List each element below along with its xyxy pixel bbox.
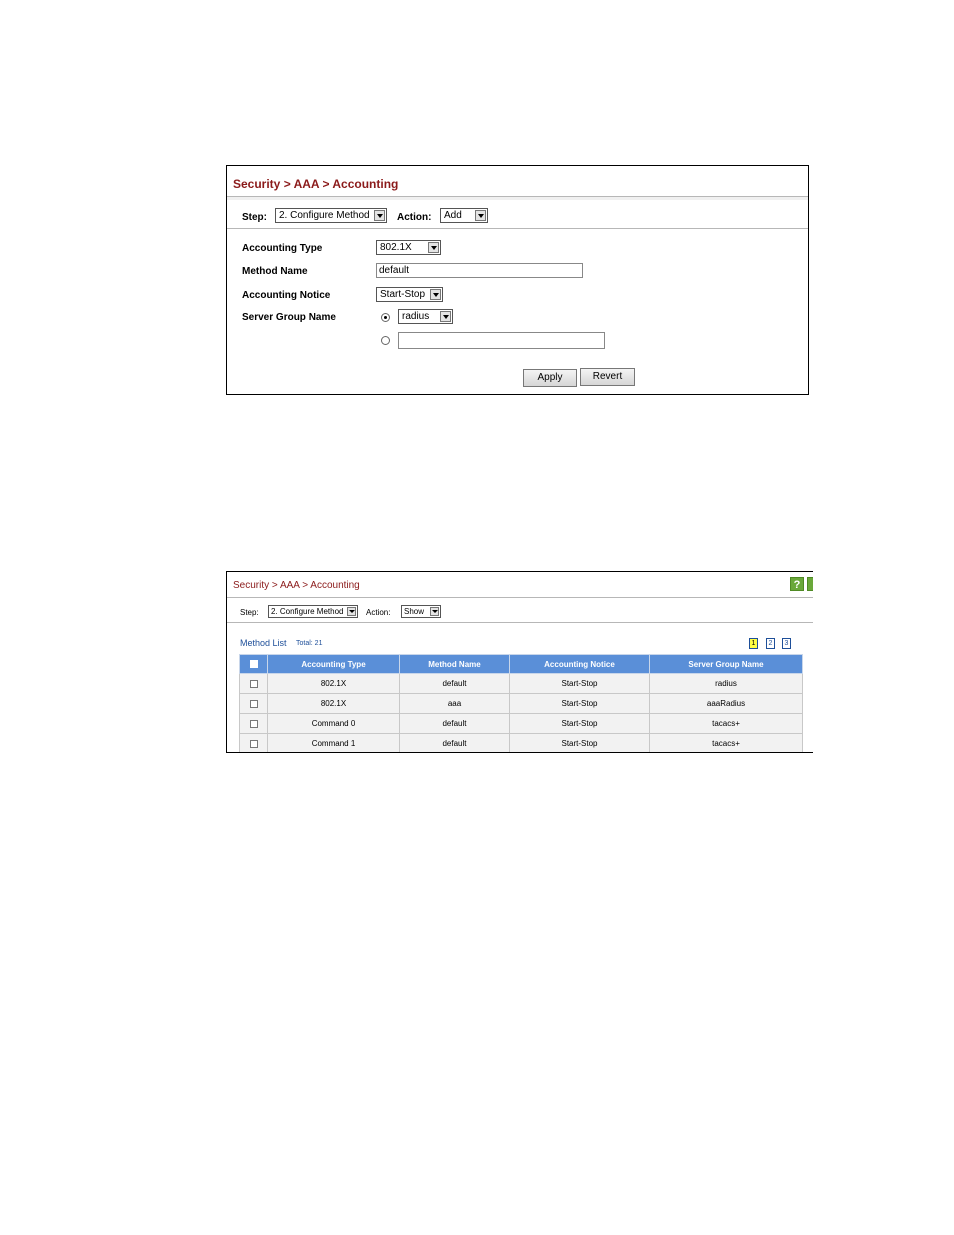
accounting-notice-cell: Start-Stop — [510, 674, 650, 694]
page-link-3[interactable]: 3 — [782, 638, 791, 649]
method-name-cell: default — [400, 734, 510, 754]
accounting-notice-value: Start-Stop — [380, 289, 426, 300]
row-checkbox[interactable] — [250, 720, 258, 728]
server-group-cell: tacacs+ — [650, 734, 803, 754]
accounting-notice-select[interactable] — [376, 287, 443, 302]
method-list-table — [239, 654, 803, 753]
apply-button[interactable]: Apply — [523, 369, 577, 387]
server-group-select[interactable] — [398, 309, 453, 324]
page-link-1[interactable]: 1 — [749, 638, 758, 649]
step-label: Step: — [240, 608, 259, 617]
accounting-type-value: 802.1X — [380, 242, 412, 253]
chevron-down-icon — [347, 607, 356, 616]
select-all-cell — [240, 655, 268, 674]
column-header[interactable]: Accounting Notice — [510, 655, 650, 674]
method-name-input[interactable]: default — [376, 263, 583, 278]
server-group-preset-radio[interactable] — [381, 313, 390, 322]
method-name-cell: default — [400, 674, 510, 694]
accounting-notice-label: Accounting Notice — [242, 290, 331, 301]
method-list-title: Method List — [240, 638, 287, 648]
action-select[interactable] — [440, 208, 488, 223]
step-select[interactable] — [268, 605, 358, 618]
action-select[interactable] — [401, 605, 441, 618]
table-row — [240, 714, 803, 734]
method-name-cell: default — [400, 714, 510, 734]
accounting-type-select[interactable] — [376, 240, 441, 255]
accounting-type-cell: 802.1X — [268, 674, 400, 694]
action-select-value: Add — [444, 210, 462, 221]
server-group-custom-input[interactable] — [398, 332, 605, 349]
divider — [227, 228, 808, 229]
step-select-value: 2. Configure Method — [271, 607, 344, 616]
server-group-cell: aaaRadius — [650, 694, 803, 714]
server-group-label: Server Group Name — [242, 312, 336, 323]
step-label: Step: — [242, 212, 267, 223]
table-row — [240, 674, 803, 694]
chevron-down-icon — [430, 289, 441, 300]
row-select-cell — [240, 734, 268, 754]
action-select-value: Show — [404, 607, 425, 616]
row-select-cell — [240, 694, 268, 714]
server-group-value: radius — [402, 311, 430, 322]
help-icon[interactable]: ? — [790, 577, 804, 591]
chevron-down-icon — [430, 607, 439, 616]
accounting-type-cell: 802.1X — [268, 694, 400, 714]
row-select-cell — [240, 674, 268, 694]
method-list-total: Total: 21 — [296, 640, 323, 647]
page-link-2[interactable]: 2 — [766, 638, 775, 649]
revert-button[interactable]: Revert — [580, 368, 635, 386]
chevron-down-icon — [374, 210, 385, 221]
chevron-down-icon — [440, 311, 451, 322]
table-row — [240, 694, 803, 714]
breadcrumb: Security > AAA > Accounting — [233, 177, 399, 191]
step-select[interactable] — [275, 208, 387, 223]
row-checkbox[interactable] — [250, 680, 258, 688]
column-header[interactable]: Accounting Type — [268, 655, 400, 674]
table-header-row — [240, 655, 803, 674]
column-header[interactable]: Server Group Name — [650, 655, 803, 674]
accounting-notice-cell: Start-Stop — [510, 714, 650, 734]
row-select-cell — [240, 714, 268, 734]
server-group-cell: tacacs+ — [650, 714, 803, 734]
accounting-type-cell: Command 1 — [268, 734, 400, 754]
action-label: Action: — [397, 212, 432, 223]
toolbar-icon[interactable] — [807, 577, 813, 591]
table-row — [240, 734, 803, 754]
chevron-down-icon — [475, 210, 486, 221]
accounting-type-label: Accounting Type — [242, 243, 323, 254]
row-checkbox[interactable] — [250, 700, 258, 708]
divider-shade — [227, 197, 808, 200]
column-header[interactable]: Method Name — [400, 655, 510, 674]
row-checkbox[interactable] — [250, 740, 258, 748]
breadcrumb: Security > AAA > Accounting — [233, 580, 360, 591]
server-group-custom-radio[interactable] — [381, 336, 390, 345]
divider — [227, 622, 813, 623]
divider — [227, 597, 813, 598]
chevron-down-icon — [428, 242, 439, 253]
action-label: Action: — [366, 608, 391, 617]
method-name-cell: aaa — [400, 694, 510, 714]
accounting-type-cell: Command 0 — [268, 714, 400, 734]
server-group-cell: radius — [650, 674, 803, 694]
method-name-label: Method Name — [242, 266, 308, 277]
step-select-value: 2. Configure Method — [279, 210, 370, 221]
accounting-configure-panel — [226, 165, 809, 395]
accounting-method-list-panel — [226, 571, 813, 753]
select-all-checkbox[interactable] — [250, 660, 258, 668]
accounting-notice-cell: Start-Stop — [510, 734, 650, 754]
accounting-notice-cell: Start-Stop — [510, 694, 650, 714]
